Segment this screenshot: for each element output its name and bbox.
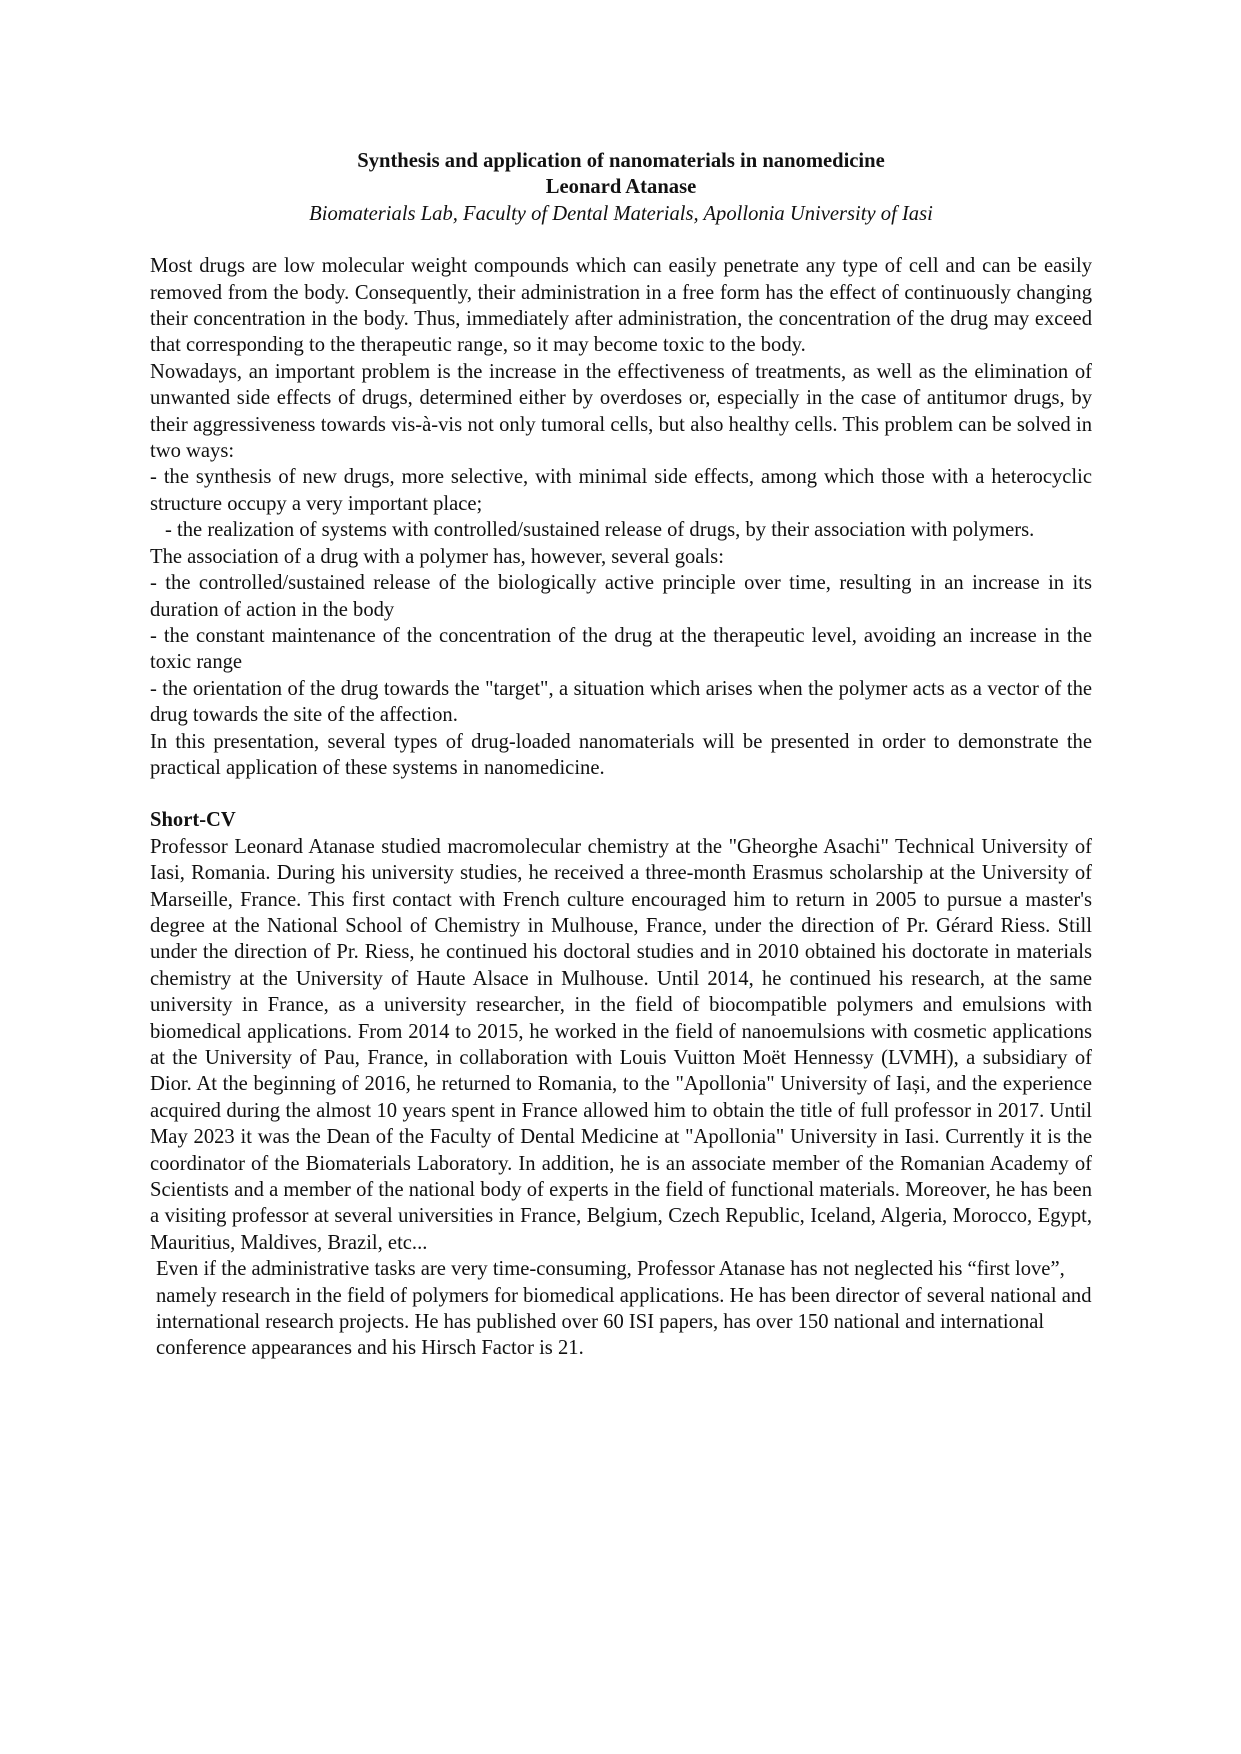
- goal-item-1: - the controlled/sustained release of the biologically active principle over time, resulting in an increase in its duration of action in the body: [150, 572, 1092, 621]
- abstract-paragraph-1: Most drugs are low molecular weight compounds which can easily penetrate any type of cell and can be easily removed from the body. Consequently, their administration in a free form has the effect of continuously changing their concentration in the body. Thus, immediately after administration, the concentration of the drug may exceed that corresponding to the therapeutic range, so it may become toxic to the body.: [150, 255, 1092, 357]
- abstract-bullet-1: - the synthesis of new drugs, more selective, with minimal side effects, among which those with a heterocyclic structure occupy a very important place;: [150, 466, 1092, 515]
- cv-paragraph-1: Professor Leonard Atanase studied macromolecular chemistry at the "Gheorghe Asachi" Technical University of Iasi, Romania. During his university studies, he received a three-month Erasmus scholarship at the University of Marseille, France. This first contact with French culture encouraged him to return in 2005 to pursue a master's degree at the National School of Chemistry in Mulhouse, France, under the direction of Pr. Gérard Riess. Still under the direction of Pr. Riess, he continued his doctoral studies and in 2010 obtained his doctorate in materials chemistry at the University of Haute Alsace in Mulhouse. Until 2014, he continued his research, at the same university in France, as a university researcher, in the field of biocompatible polymers and emulsions with biomedical applications. From 2014 to 2015, he worked in the field of nanoemulsions with cosmetic applications at the University of Pau, France, in collaboration with Louis Vuitton Moët Hennessy (LVMH), a subsidiary of Dior. At the beginning of 2016, he returned to Romania, to the "Apollonia" University of Iași, and the experience acquired during the almost 10 years spent in France allowed him to obtain the title of full professor in 2017. Until May 2023 it was the Dean of the Faculty of Dental Medicine at "Apollonia" University in Iasi. Currently it is the coordinator of the Biomaterials Laboratory. In addition, he is an associate member of the Romanian Academy of Scientists and a member of the national body of experts in the field of functional materials. Moreover, he has been a visiting professor at several universities in France, Belgium, Czech Republic, Iceland, Algeria, Morocco, Egypt, Mauritius, Maldives, Brazil, etc...: [150, 835, 1092, 1254]
- short-cv-section: [150, 834, 1092, 1362]
- abstract-bullet-2: - the realization of systems with controlled/sustained release of drugs, by their association with polymers.: [165, 519, 1035, 542]
- abstract-paragraph-2: Nowadays, an important problem is the increase in the effectiveness of treatments, as well as the elimination of unwanted side effects of drugs, determined either by overdoses or, especially in the case of antitumor drugs, by their aggressiveness towards vis-à-vis not only tumoral cells, but also healthy cells. This problem can be solved in two ways:: [150, 360, 1092, 463]
- author-affiliation: Biomaterials Lab, Faculty of Dental Materials, Apollonia University of Iasi: [309, 202, 933, 225]
- document-header: [150, 148, 1092, 227]
- author-name: Leonard Atanase: [545, 176, 697, 199]
- abstract-section: [150, 253, 1092, 781]
- abstract-paragraph-3: The association of a drug with a polymer has, however, several goals:: [150, 545, 724, 568]
- document-page: [150, 148, 1092, 1362]
- cv-paragraph-2: Even if the administrative tasks are very time-consuming, Professor Atanase has not neglected his “first love”, namely research in the field of polymers for biomedical applications. He has been director of several national and international research projects. He has published over 60 ISI papers, has over 150 national and international conference appearances and his Hirsch Factor is 21.: [156, 1258, 1092, 1360]
- goal-item-2: - the constant maintenance of the concentration of the drug at the therapeutic level, avoiding an increase in the toxic range: [150, 624, 1092, 674]
- document-title: Synthesis and application of nanomaterials in nanomedicine: [357, 150, 885, 172]
- goal-item-3: - the orientation of the drug towards the "target", a situation which arises when the polymer acts as a vector of the drug towards the site of the affection.: [150, 677, 1092, 727]
- abstract-paragraph-4: In this presentation, several types of drug-loaded nanomaterials will be presented in order to demonstrate the practical application of these systems in nanomedicine.: [150, 730, 1092, 779]
- short-cv-heading: Short-CV: [150, 809, 236, 832]
